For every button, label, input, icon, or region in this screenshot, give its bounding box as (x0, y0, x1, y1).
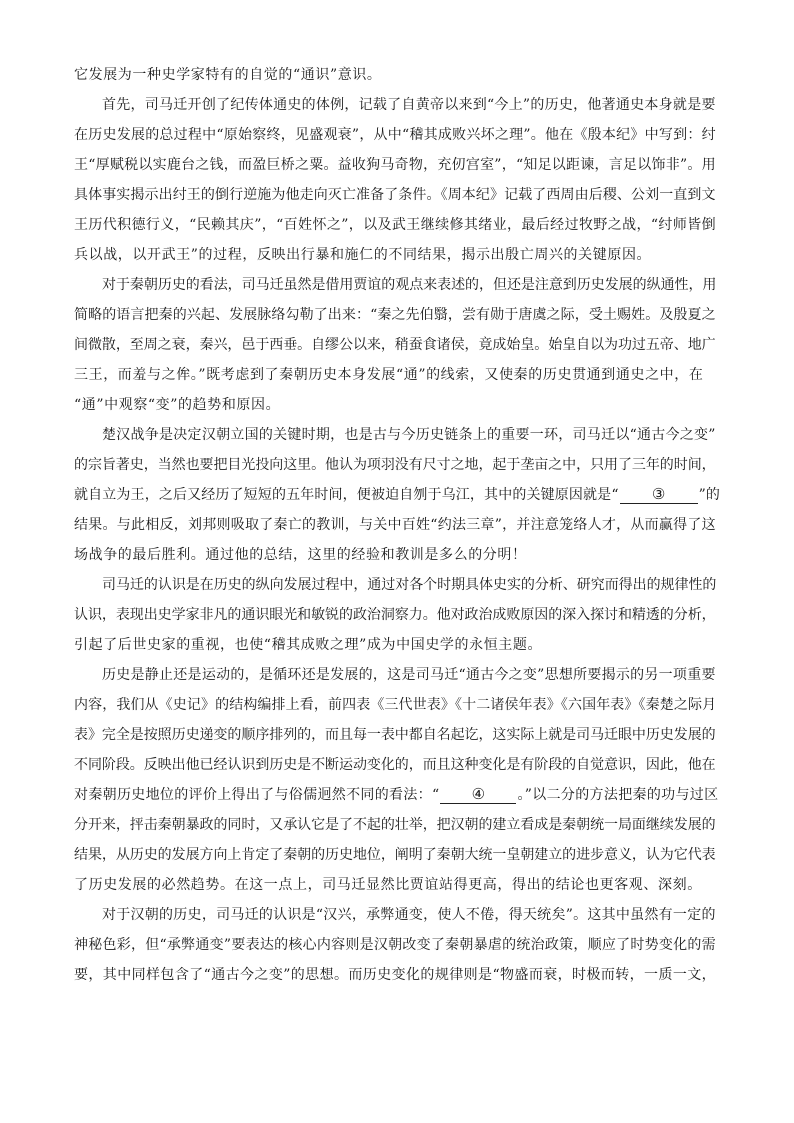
paragraph-line: 结果，从历史的发展方向上肯定了秦朝的历史地位，阐明了秦朝大统一皇朝建立的进步意义，认为它代表 (74, 847, 716, 863)
paragraph-line (74, 480, 720, 510)
paragraph-line: 简略的语言把秦的兴起、发展脉络勾勒了出来：“秦之先伯翳，尝有勋于唐虞之际，受土赐姓。及殷夏之 (74, 307, 716, 323)
paragraph-line: 王历代积德行义，“民赖其庆”，“百姓怀之”，以及武王继续修其绪业，最后经过牧野之战，“纣师皆倒 (74, 217, 716, 233)
paragraph-line: 三王，而羞与之侔。”既考虑到了秦朝历史本身发展“通”的线索，又使秦的历史贯通到通史之中，在 (74, 367, 704, 383)
paragraph-line: 结果。与此相反，刘邦则吸取了秦亡的教训，与关中百姓“约法三章”，并注意笼络人才，从而赢得了这 (74, 517, 716, 533)
paragraph-line: 兵以战，以开武王”的过程，反映出行暴和施仁的不同结果，揭示出殷亡周兴的关键原因。 (74, 247, 652, 263)
paragraph-line: 具体事实揭示出纣王的倒行逆施为他走向灭亡准备了条件。《周本纪》记载了西周由后稷、公刘一直到文 (74, 187, 716, 203)
paragraph-line: 司马迁的认识是在历史的纵向发展过程中，通过对各个时期具体史实的分析、研究而得出的规律性的 (102, 577, 717, 593)
line-text: 。”以二分的方法把秦的功与过区 (517, 787, 719, 803)
paragraph-line: 内容，我们从《史记》的结构编排上看，前四表《三代世表》《十二诸侯年表》《六国年表》《秦楚之际月 (74, 697, 717, 713)
paragraph-line: 王“厚赋税以实鹿台之钱，而盈巨桥之粟。益收狗马奇物，充仞宫室”，“知足以距谏，言足以饰非”。用 (74, 157, 716, 173)
paragraph-line (74, 780, 718, 810)
paragraph-line: 不同阶段。反映出他已经认识到历史是不断运动变化的，而且这种变化是有阶段的自觉意识，因此，他在 (74, 757, 716, 773)
fill-in-blank-4: ④ (440, 785, 516, 804)
paragraph-line: 的宗旨著史，当然也要把目光投向这里。他认为项羽没有尺寸之地，起于垄亩之中，只用了三年的时间， (74, 457, 716, 473)
paragraph-line: 场战争的最后胜利。通过他的总结，这里的经验和教训是多么的分明！ (74, 547, 527, 563)
paragraph-line: 引起了后世史家的重视，也使“稽其成败之理”成为中国史学的永恒主题。 (74, 637, 543, 653)
line-text: ”的 (698, 487, 721, 503)
paragraph-line: 对于秦朝历史的看法，司马迁虽然是借用贾谊的观点来表述的，但还是注意到历史发展的纵通性，用 (102, 277, 717, 293)
line-text: 就自立为王，之后又经历了短短的五年时间，便被迫自刎于乌江，其中的关键原因就是“ (74, 487, 619, 503)
paragraph-line: 神秘色彩，但“承弊通变”要表达的核心内容则是汉朝改变了秦朝暴虐的统治政策，顺应了时势变化的需 (74, 937, 716, 953)
paragraph-line: 认识，表现出史学家非凡的通识眼光和敏锐的政治洞察力。他对政治成败原因的深入探讨和精透的分析， (74, 607, 716, 623)
paragraph-line: 分开来，抨击秦朝暴政的同时，又承认它是了不起的壮举，把汉朝的建立看成是秦朝统一局面继续发展的 (74, 817, 716, 833)
paragraph-line: 要，其中同样包含了“通古今之变”的思想。而历史变化的规律则是“物盛而衰，时极而转，一质一文， (74, 967, 717, 983)
paragraph-line: 间微散，至周之衰，秦兴，邑于西垂。自缪公以来，稍蚕食诸侯，竟成始皇。始皇自以为功过五帝、地广 (74, 337, 716, 353)
paragraph-line: 了历史发展的必然趋势。在这一点上，司马迁显然比贾谊站得更高，得出的结论也更客观、深刻。 (74, 877, 702, 893)
paragraph-line: 它发展为一种史学家特有的自觉的“通识”意识。 (74, 67, 382, 83)
paragraph-line: 在历史发展的总过程中“原始察终，见盛观衰”，从中“稽其成败兴坏之理”。他在《殷本纪》中写到：纣 (74, 127, 716, 143)
paragraph-line: 表》完全是按照历史递变的顺序排列的，而且每一表中都自名起讫，这实际上就是司马迁眼中历史发展的 (74, 727, 716, 743)
fill-in-blank-3: ③ (620, 485, 698, 504)
paragraph-line: “通”中观察“变”的趋势和原因。 (74, 397, 281, 413)
paragraph-line: 首先，司马迁开创了纪传体通史的体例，记载了自黄帝以来到“今上”的历史，他著通史本身就是要 (102, 97, 716, 113)
line-text: 对秦朝历史地位的评价上得出了与俗儒迥然不同的看法：“ (74, 787, 440, 803)
paragraph-line: 历史是静止还是运动的，是循环还是发展的，这是司马迁“通古今之变”思想所要揭示的另一项重要 (102, 667, 716, 683)
paragraph-line: 对于汉朝的历史，司马迁的认识是“汉兴，承弊通变，使人不倦，得天统矣”。这其中虽然有一定的 (102, 907, 716, 923)
paragraph-line: 楚汉战争是决定汉朝立国的关键时期，也是古与今历史链条上的重要一环，司马迁以“通古今之变” (102, 427, 716, 443)
